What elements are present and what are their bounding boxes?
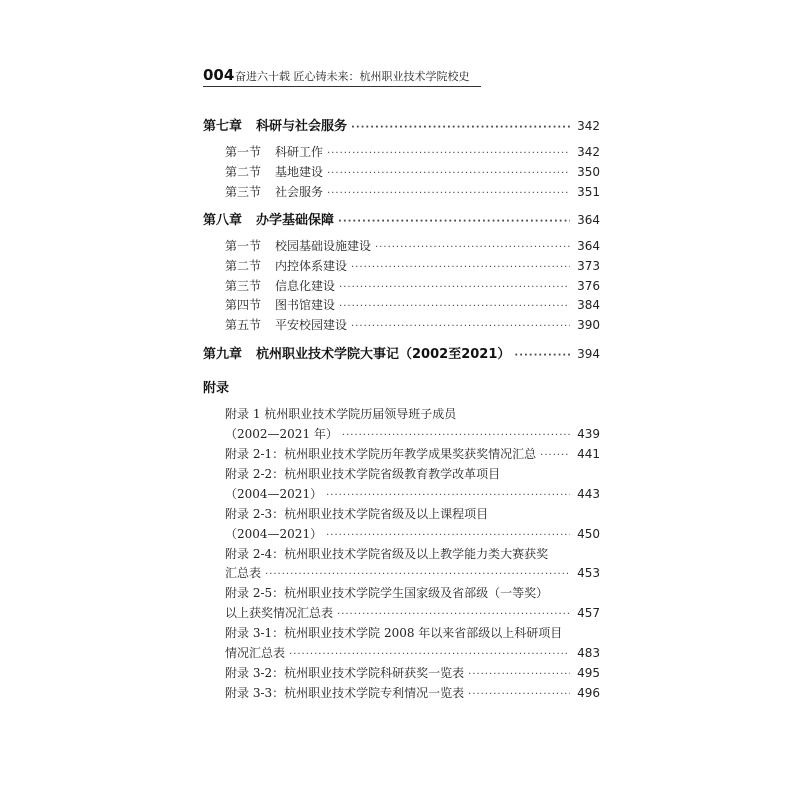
appendix-title: 附录 3-3：杭州职业技术学院专利情况一览表 (225, 686, 465, 700)
leader-dots (351, 321, 570, 332)
section-label: 第四节 (225, 298, 262, 312)
appendix-1-title[interactable]: 附录 1 杭州职业技术学院历届领导班子成员 (225, 407, 457, 421)
leader-dots (326, 490, 570, 501)
leader-dots (338, 216, 570, 227)
chapter-title: 科研与社会服务 (256, 119, 348, 134)
chapter-title: 杭州职业技术学院大事记（2002至2021） (256, 347, 511, 362)
toc-chapter-7[interactable] (203, 115, 600, 134)
toc-section[interactable] (225, 257, 600, 274)
leader-dots (468, 669, 570, 680)
leader-dots (327, 168, 570, 179)
appendix-title-cont: （2002—2021 年） (225, 427, 338, 441)
section-title: 校园基础设施建设 (275, 239, 372, 253)
page-ref: 364 (577, 239, 600, 253)
appendix-2-4-entry[interactable] (225, 564, 600, 581)
section-title: 图书馆建设 (275, 298, 336, 312)
section-label: 第五节 (225, 318, 262, 332)
page-ref: 376 (577, 279, 600, 293)
leader-dots (468, 689, 570, 700)
section-label: 第三节 (225, 279, 262, 293)
leader-dots (326, 530, 570, 541)
appendix-2-5-title[interactable]: 附录 2-5：杭州职业技术学院学生国家级及省部级（一等奖） (225, 586, 549, 600)
leader-dots (327, 188, 570, 199)
section-label: 第三节 (225, 185, 262, 199)
page-ref: 443 (577, 487, 600, 501)
section-title: 信息化建设 (275, 279, 336, 293)
page-ref: 483 (577, 646, 600, 660)
toc-section[interactable] (225, 237, 600, 254)
toc-chapter-8[interactable] (203, 209, 600, 228)
toc-section[interactable] (225, 296, 600, 313)
chapter-label: 第八章 (203, 213, 243, 228)
leader-dots (351, 122, 570, 133)
chapter-title: 办学基础保障 (256, 213, 335, 228)
page-ref: 439 (577, 427, 600, 441)
leader-dots (289, 649, 570, 660)
section-title: 平安校园建设 (275, 318, 348, 332)
page-ref: 457 (577, 606, 600, 620)
appendix-2-3-entry[interactable] (225, 525, 600, 542)
page-ref: 351 (577, 185, 600, 199)
page-ref: 373 (577, 259, 600, 273)
page-ref: 390 (577, 318, 600, 332)
leader-dots (339, 282, 570, 293)
section-title: 社会服务 (275, 185, 324, 199)
appendix-title: 附录 3-2：杭州职业技术学院科研获奖一览表 (225, 666, 465, 680)
appendix-title-cont: （2004—2021） (225, 487, 323, 501)
appendix-2-3-title[interactable]: 附录 2-3：杭州职业技术学院省级及以上课程项目 (225, 507, 489, 521)
appendix-3-3-entry[interactable] (225, 684, 600, 701)
toc-section[interactable] (225, 183, 600, 200)
toc-chapter-9[interactable] (203, 343, 600, 362)
appendix-title-cont: 汇总表 (225, 566, 262, 580)
leader-dots (375, 242, 570, 253)
page-number: 004 (203, 66, 235, 84)
book-title: 奋进六十载 匠心铸未来：杭州职业技术学院校史 (235, 70, 470, 83)
page-ref: 364 (577, 213, 600, 227)
page-ref: 453 (577, 566, 600, 580)
chapter-label: 第九章 (203, 347, 243, 362)
toc-section[interactable] (225, 163, 600, 180)
page-ref: 450 (577, 527, 600, 541)
page-ref: 384 (577, 298, 600, 312)
appendix-3-1-entry[interactable] (225, 644, 600, 661)
leader-dots (265, 569, 570, 580)
section-title: 科研工作 (275, 145, 324, 159)
page-ref: 342 (577, 145, 600, 159)
appendix-2-4-title[interactable]: 附录 2-4：杭州职业技术学院省级及以上教学能力类大赛获奖 (225, 547, 549, 561)
appendix-title-cont: （2004—2021） (225, 527, 323, 541)
section-label: 第一节 (225, 145, 262, 159)
leader-dots (514, 350, 570, 361)
appendix-1-entry[interactable] (225, 425, 600, 442)
appendix-title-cont: 以上获奖情况汇总表 (225, 606, 334, 620)
toc-section[interactable] (225, 316, 600, 333)
chapter-label: 第七章 (203, 119, 243, 134)
section-label: 第一节 (225, 239, 262, 253)
appendix-3-2-entry[interactable] (225, 664, 600, 681)
appendix-title-cont: 情况汇总表 (225, 646, 286, 660)
leader-dots (342, 430, 570, 441)
page-ref: 495 (577, 666, 600, 680)
appendix-3-1-title[interactable]: 附录 3-1：杭州职业技术学院 2008 年以来省部级以上科研项目 (225, 626, 563, 640)
leader-dots (351, 262, 570, 273)
section-title: 内控体系建设 (275, 259, 348, 273)
page-ref: 496 (577, 686, 600, 700)
page-ref: 350 (577, 165, 600, 179)
section-label: 第二节 (225, 165, 262, 179)
appendix-2-1-entry[interactable] (225, 445, 600, 462)
leader-dots (540, 450, 570, 461)
toc-section[interactable] (225, 143, 600, 160)
appendix-2-5-entry[interactable] (225, 604, 600, 621)
appendix-title: 附录 2-1：杭州职业技术学院历年教学成果奖获奖情况汇总 (225, 447, 537, 461)
toc-section[interactable] (225, 277, 600, 294)
running-header (203, 66, 481, 87)
appendix-2-2-entry[interactable] (225, 485, 600, 502)
appendix-heading: 附录 (203, 381, 230, 396)
page-ref: 441 (577, 447, 600, 461)
page-ref: 394 (577, 347, 600, 361)
section-title: 基地建设 (275, 165, 324, 179)
section-label: 第二节 (225, 259, 262, 273)
appendix-2-2-title[interactable]: 附录 2-2：杭州职业技术学院省级教育教学改革项目 (225, 467, 501, 481)
leader-dots (327, 148, 570, 159)
leader-dots (339, 301, 570, 312)
leader-dots (337, 609, 570, 620)
page-ref: 342 (577, 119, 600, 133)
